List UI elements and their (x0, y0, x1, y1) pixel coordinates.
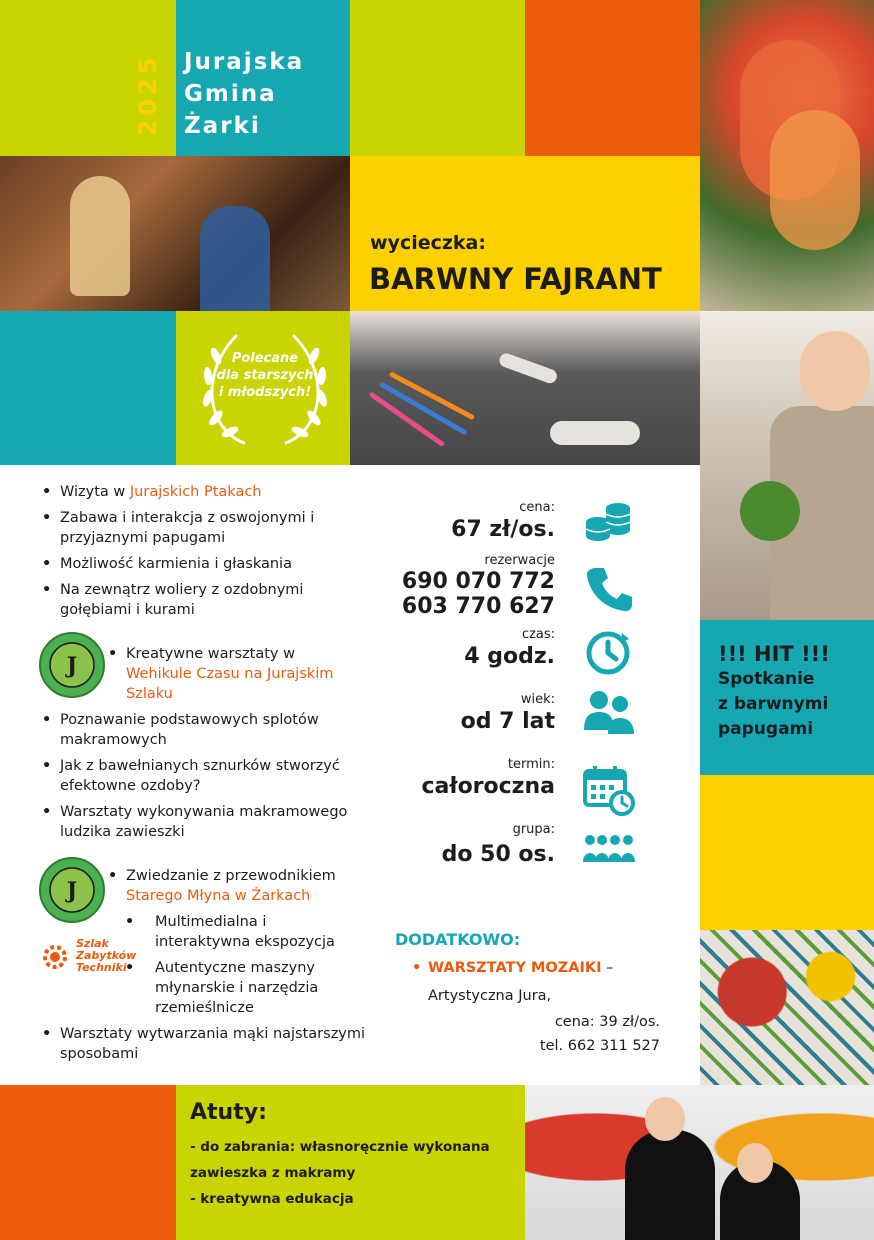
hit-line: papugami (718, 719, 814, 739)
age-value: od 7 lat (460, 709, 555, 734)
trip-title: BARWNY FAJRANT (369, 262, 662, 296)
orange-block-top (525, 0, 700, 156)
boy-with-parrot-photo (700, 311, 874, 620)
list-item: • Multimedialna i interaktywna ekspozycja (125, 912, 365, 952)
group-label: grupa: (512, 822, 555, 837)
extra-phone[interactable]: tel. 662 311 527 (539, 1038, 660, 1054)
list-item: • Zwiedzanie z przewodnikiem Starego Młyna w Żarkach (108, 866, 368, 906)
list-item: • Zabawa i interakcja z oswojonymi i przyjaznymi papugami (42, 508, 352, 548)
age-label: wiek: (520, 692, 555, 707)
hit-callout (718, 642, 830, 742)
quality-certificate-badge-icon (38, 856, 106, 924)
clock-icon (582, 625, 636, 679)
group-value: do 50 os. (441, 842, 555, 867)
kids-workshop-photo (0, 156, 350, 311)
quality-certificate-badge-icon (38, 631, 106, 699)
phone-number[interactable]: 603 770 627 (401, 594, 555, 619)
lime-block-top-mid (350, 0, 525, 156)
program-list-flour (42, 1024, 372, 1070)
recommendation-line: i młodszych! (218, 385, 312, 400)
program-list-birds (42, 482, 352, 626)
advantage-line: - do zabrania: własnoręcznie wykonana (190, 1139, 490, 1155)
duration-label: czas: (521, 627, 555, 642)
list-item: • Autentyczne maszyny młynarskie i narzędzia rzemieślnicze (125, 958, 365, 1018)
highlight-link: Starego Młyna w Żarkach (126, 888, 311, 904)
gear-icon (40, 942, 70, 972)
macrame-table-photo (350, 311, 700, 465)
list-item: • Jak z bawełnianych sznurków stworzyć efektowne ozdoby? (42, 756, 382, 796)
advantages-heading: Atuty: (190, 1100, 267, 1125)
people-icon (582, 686, 636, 740)
parrots-photo (700, 0, 874, 311)
extra-heading: DODATKOWO: (395, 930, 521, 949)
svg-text:J: J (66, 653, 78, 679)
phone-number[interactable]: 690 070 772 (401, 569, 555, 594)
list-item: • Możliwość karmienia i głaskania (42, 554, 352, 574)
extra-organizer: Artystyczna Jura, (428, 988, 552, 1004)
highlight-link: Jurajskich Ptakach (129, 484, 262, 500)
region-line: Gmina (184, 81, 277, 107)
phone-icon (582, 562, 636, 616)
svg-text:J: J (66, 878, 78, 904)
hit-line: z barwnymi (718, 694, 829, 714)
reservation-label: rezerwacje (484, 553, 555, 568)
orange-block-bottom-left (0, 1085, 176, 1240)
term-label: termin: (507, 757, 555, 772)
list-item: • Kreatywne warsztaty w Wehikule Czasu na Jurajskim Szlaku (108, 644, 358, 704)
year-label: 2025 (134, 53, 162, 137)
teal-block-mid-left (0, 311, 176, 465)
yellow-block-right (700, 775, 874, 930)
recommendation-line: dla starszych (216, 368, 314, 383)
extra-item: • WARSZTATY MOZAIKI – Artystyczna Jura, (412, 960, 614, 1004)
region-line: Jurajska (184, 49, 305, 75)
mosaic-workshop-name: WARSZTATY MOZAIKI (428, 960, 602, 976)
mill-intro (108, 866, 368, 912)
region-name (184, 46, 304, 142)
extra-price: cena: 39 zł/os. (554, 1014, 660, 1030)
logo-line: Szlak (76, 937, 109, 950)
logo-line: Techniki (76, 961, 127, 974)
calendar-icon (582, 763, 636, 817)
trip-label: wycieczka: (370, 232, 486, 254)
list-item: • Warsztaty wykonywania makramowego ludzika zawieszki (42, 802, 382, 842)
hit-line: Spotkanie (718, 669, 815, 689)
group-icon (582, 822, 636, 876)
advantage-line: - kreatywna edukacja (190, 1191, 354, 1207)
list-item: • Wizyta w Jurajskich Ptakach (42, 482, 352, 502)
price-value: 67 zł/os. (451, 517, 555, 542)
coins-icon (582, 496, 636, 550)
list-item: • Poznawanie podstawowych splotów makramowych (42, 710, 382, 750)
program-list-macrame (42, 710, 382, 848)
workshop-intro (108, 644, 358, 710)
logo-line: Zabytków (76, 949, 137, 962)
advantage-line: zawieszka z makramy (190, 1165, 356, 1181)
price-label: cena: (519, 500, 555, 515)
recommendation-text (196, 350, 334, 401)
highlight-link: Wehikule Czasu na Jurajskim Szlaku (126, 666, 334, 702)
recommendation-line: Polecane (231, 351, 299, 366)
term-value: całoroczna (421, 774, 555, 799)
parrot-wings-photo (525, 1085, 874, 1240)
list-item: • Na zewnątrz woliery z ozdobnymi gołębiami i kurami (42, 580, 352, 620)
mosaic-photo (700, 930, 874, 1085)
program-list-mill (125, 912, 365, 1024)
list-item: • Warsztaty wytwarzania mąki najstarszymi sposobami (42, 1024, 372, 1064)
duration-value: 4 godz. (464, 644, 555, 669)
region-line: Żarki (184, 113, 261, 139)
hit-title: !!! HIT !!! (718, 642, 830, 666)
